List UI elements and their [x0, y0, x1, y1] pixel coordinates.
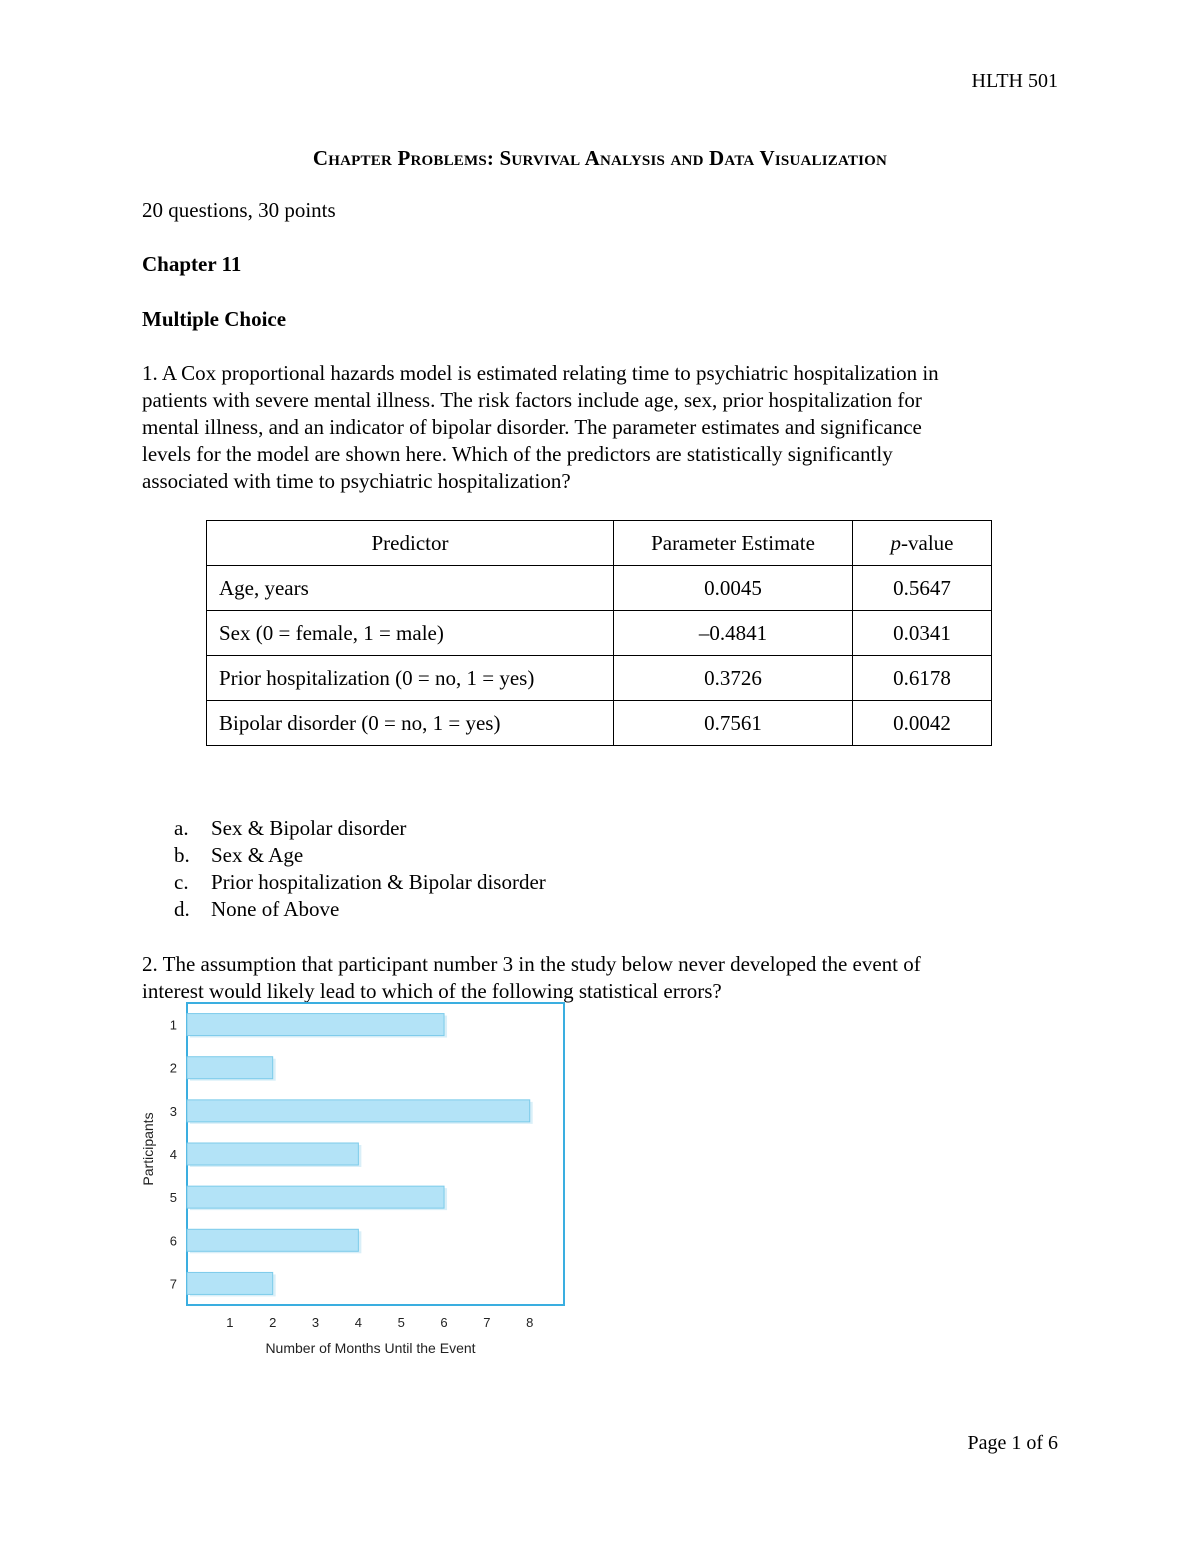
predictor-table: [206, 520, 992, 746]
survival-bar-chart: [130, 1000, 590, 1370]
x-tick-label: 5: [397, 1315, 405, 1330]
x-tick-label: 8: [526, 1315, 534, 1330]
answer-options: [174, 815, 546, 923]
predictor-cell: Age, years: [207, 566, 614, 611]
option-letter: a.: [174, 816, 189, 840]
y-tick-label: 2: [169, 1060, 177, 1076]
y-tick-label: 4: [169, 1147, 177, 1162]
p-value-cell: 0.0341: [853, 611, 992, 656]
predictor-cell: Prior hospitalization (0 = no, 1 = yes): [207, 656, 614, 701]
x-tick-label: 2: [269, 1315, 277, 1330]
predictor-cell: Bipolar disorder (0 = no, 1 = yes): [207, 701, 614, 746]
p-italic: p: [890, 530, 901, 555]
estimate-cell: 0.7561: [614, 701, 853, 746]
value-suffix: -value: [901, 530, 954, 555]
y-tick-label: 5: [169, 1190, 177, 1206]
table-row: [207, 701, 992, 746]
bar: [187, 1100, 530, 1122]
y-tick-label: 3: [169, 1103, 177, 1119]
course-code: HLTH 501: [971, 70, 1058, 92]
document-title: Chapter Problems: Survival Analysis and Data Visualization: [312, 146, 888, 170]
bar: [187, 1186, 444, 1208]
x-tick-label: 3: [311, 1315, 320, 1330]
chapter-heading: Chapter 11: [142, 252, 242, 276]
x-tick-label: 7: [483, 1315, 491, 1330]
question-2-line: 2. The assumption that participant number 3 in the study below never developed the event of: [142, 952, 921, 976]
option-d[interactable]: [174, 896, 546, 923]
option-text: Sex & Age: [211, 843, 304, 867]
question-1-line: levels for the model are shown here. Which of the predictors are statistically significantly: [142, 442, 893, 466]
option-text: Sex & Bipolar disorder: [211, 816, 407, 840]
table-row: [207, 566, 992, 611]
bar: [187, 1272, 273, 1294]
x-tick-label: 6: [440, 1315, 448, 1330]
page-number: Page 1 of 6: [967, 1432, 1058, 1454]
question-count: 20 questions, 30 points: [142, 198, 336, 222]
predictor-cell: Sex (0 = female, 1 = male): [207, 611, 614, 656]
p-value-cell: 0.5647: [853, 566, 992, 611]
option-a[interactable]: [174, 815, 546, 842]
question-2-line: interest would likely lead to which of the following statistical errors?: [142, 979, 722, 1003]
p-value-cell: 0.0042: [853, 701, 992, 746]
y-axis-label: Participants: [140, 1112, 156, 1186]
x-tick-label: 4: [354, 1315, 362, 1330]
table-row: [207, 656, 992, 701]
header-p-value: [853, 521, 992, 566]
table-header-row: [207, 521, 992, 566]
estimate-cell: 0.0045: [614, 566, 853, 611]
bar: [187, 1143, 358, 1165]
y-tick-label: 6: [169, 1233, 177, 1249]
section-heading: Multiple Choice: [142, 307, 287, 331]
question-1-line: mental illness, and an indicator of bipolar disorder. The parameter estimates and significance: [142, 415, 922, 439]
x-tick-label: 1: [226, 1315, 234, 1330]
y-tick-label: 1: [169, 1017, 177, 1033]
y-tick-label: 7: [169, 1276, 177, 1292]
estimate-cell: 0.3726: [614, 656, 853, 701]
question-1-line: associated with time to psychiatric hospitalization?: [142, 469, 571, 493]
option-letter: c.: [174, 870, 189, 894]
option-letter: d.: [174, 897, 190, 921]
option-text: Prior hospitalization & Bipolar disorder: [211, 870, 546, 894]
option-text: None of Above: [211, 897, 340, 921]
estimate-cell: –0.4841: [614, 611, 853, 656]
question-1-line: patients with severe mental illness. The risk factors include age, sex, prior hospitalization for: [142, 388, 922, 412]
p-value-cell: 0.6178: [853, 656, 992, 701]
bar: [187, 1057, 273, 1079]
header-predictor: Predictor: [207, 521, 614, 566]
option-c[interactable]: [174, 869, 546, 896]
header-parameter-estimate: Parameter Estimate: [614, 521, 853, 566]
table-row: [207, 611, 992, 656]
question-1-line: 1. A Cox proportional hazards model is estimated relating time to psychiatric hospitalization in: [142, 361, 939, 385]
bar: [187, 1229, 358, 1251]
bar: [187, 1014, 444, 1036]
option-b[interactable]: [174, 842, 546, 869]
x-axis-label: Number of Months Until the Event: [265, 1340, 476, 1356]
option-letter: b.: [174, 843, 190, 867]
